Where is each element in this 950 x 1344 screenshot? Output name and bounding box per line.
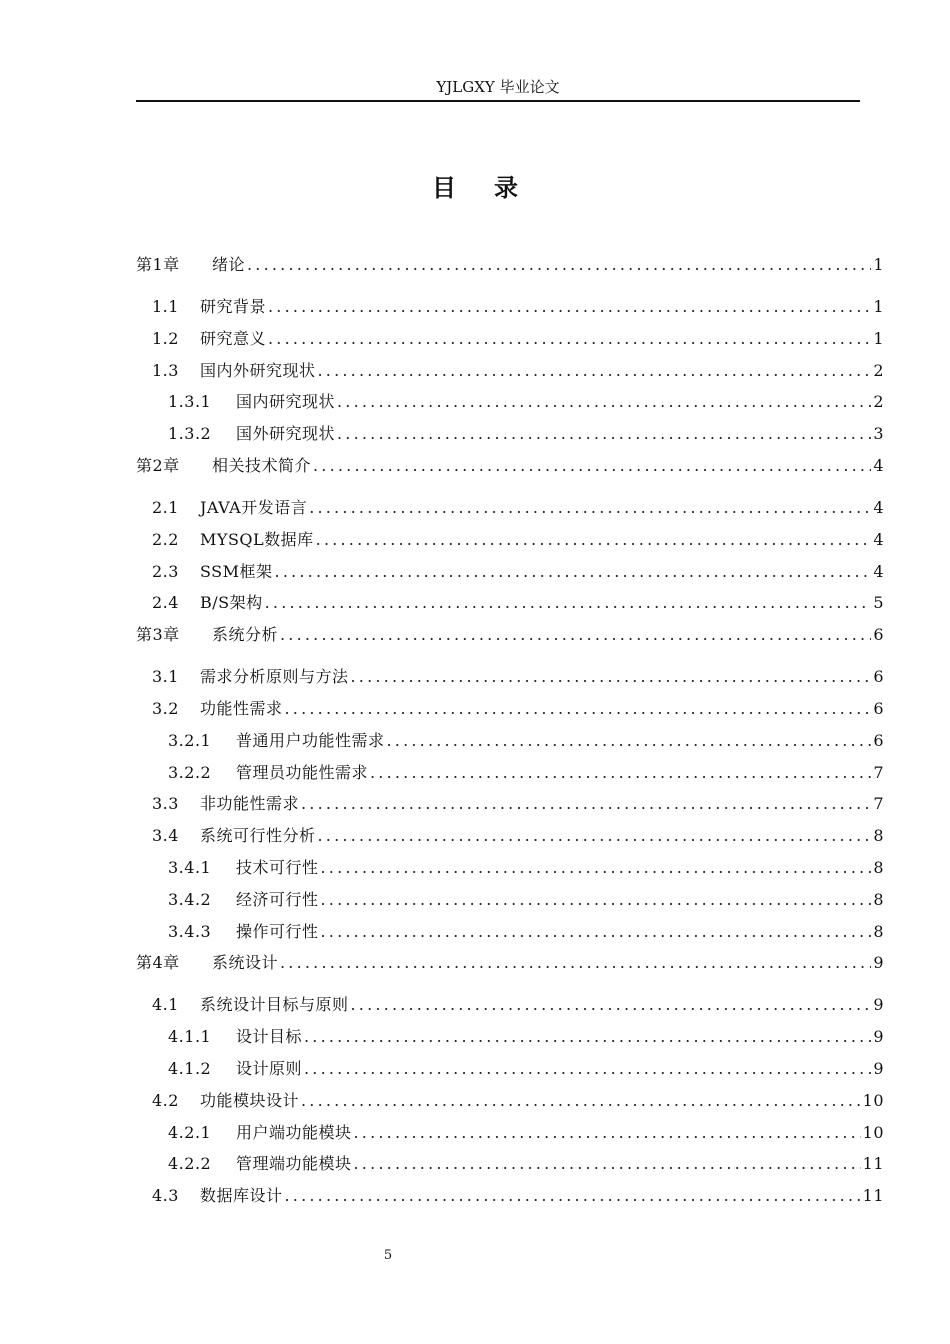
toc-entry-number: 3.4.2	[168, 889, 212, 909]
toc-dot-leader	[304, 1059, 871, 1078]
toc-entry-level2[interactable]	[136, 326, 884, 358]
toc-entry-title: 系统设计目标与原则	[200, 995, 349, 1015]
toc-entry-title: SSM框架	[200, 561, 273, 581]
toc-entry-page: 1	[873, 255, 884, 274]
toc-entry-number: 4.1.2	[168, 1058, 212, 1078]
toc-dot-leader	[280, 625, 871, 644]
toc-entry-title: 普通用户功能性需求	[236, 730, 385, 750]
toc-entry-level3[interactable]	[136, 855, 884, 887]
toc-dot-leader	[337, 424, 871, 443]
toc-dot-leader	[321, 858, 872, 877]
toc-entry-number: 2.1	[152, 497, 179, 517]
toc-dot-leader	[351, 667, 872, 686]
toc-entry-level2[interactable]	[136, 696, 884, 728]
toc-entry-page: 2	[873, 392, 884, 412]
toc-entry-page: 4	[873, 455, 884, 475]
running-header: YJLGXY 毕业论文	[436, 78, 560, 96]
toc-entry-page: 9	[873, 995, 884, 1015]
toc-dot-leader	[313, 456, 871, 475]
toc-entry-title: 系统分析	[212, 625, 279, 645]
toc-entry-level2[interactable]	[136, 358, 884, 390]
toc-dot-leader	[309, 498, 871, 517]
toc-entry-page: 2	[873, 360, 884, 380]
toc-entry-number: 2.4	[152, 593, 179, 613]
toc-entry-number: 4.1	[152, 995, 179, 1015]
toc-entry-title: 设计原则	[236, 1058, 303, 1078]
toc-entry-level2[interactable]	[136, 1088, 884, 1120]
toc-entry-title: 绪论	[212, 255, 246, 274]
toc-entry-level3[interactable]	[136, 760, 884, 792]
toc-entry-level3[interactable]	[136, 1120, 884, 1152]
toc-entry-number: 第4章	[136, 953, 180, 973]
toc-entry-title: 设计目标	[236, 1027, 303, 1047]
toc-entry-level2[interactable]	[136, 527, 884, 559]
toc-entry-number: 3.2.2	[168, 762, 212, 782]
toc-dot-leader	[351, 995, 872, 1014]
toc-entry-page: 4	[873, 497, 884, 517]
toc-entry-level2[interactable]	[136, 791, 884, 823]
toc-dot-leader	[285, 699, 872, 718]
toc-entry-page: 6	[873, 625, 884, 645]
toc-entry-level3[interactable]	[136, 919, 884, 951]
toc-dot-leader	[280, 953, 871, 972]
toc-dot-leader	[247, 255, 871, 274]
toc-dot-leader	[370, 763, 871, 782]
toc-entry-level2[interactable]	[136, 664, 884, 696]
toc-entry-title: 技术可行性	[236, 857, 319, 877]
toc-entry-title: 用户端功能模块	[236, 1122, 352, 1142]
toc-dot-leader	[285, 1186, 861, 1205]
toc-entry-level2[interactable]	[136, 992, 884, 1024]
toc-entry-number: 4.3	[152, 1186, 179, 1206]
toc-entry-number: 4.1.1	[168, 1027, 212, 1047]
toc-entry-page: 9	[873, 953, 884, 973]
toc-entry-title: MYSQL数据库	[200, 529, 314, 549]
toc-entry-number: 3.4.3	[168, 921, 212, 941]
toc-entry-page: 10	[862, 1122, 884, 1142]
toc-entry-title: 数据库设计	[200, 1186, 283, 1206]
toc-entry-title: 经济可行性	[236, 889, 319, 909]
toc-entry-page: 11	[862, 1154, 884, 1174]
toc-entry-page: 1	[873, 328, 884, 348]
toc-entry-number: 1.3.2	[168, 424, 212, 444]
toc-entry-number: 2.3	[152, 561, 179, 581]
toc-entry-title: 相关技术简介	[212, 455, 312, 475]
toc-entry-page: 4	[873, 529, 884, 549]
toc-entry-number: 1.3.1	[168, 392, 212, 412]
toc-entry-page: 9	[873, 1058, 884, 1078]
toc-entry-title: 功能模块设计	[200, 1090, 300, 1110]
toc-entry-level2[interactable]	[136, 495, 884, 527]
toc-entry-level3[interactable]	[136, 1056, 884, 1088]
toc-entry-level1[interactable]	[136, 622, 884, 664]
toc-entry-number: 2.2	[152, 529, 179, 549]
toc-entry-page: 7	[873, 762, 884, 782]
toc-entry-level2[interactable]	[136, 294, 884, 326]
toc-dot-leader	[354, 1154, 861, 1173]
toc-entry-number: 3.1	[152, 667, 179, 687]
toc-entry-number: 3.4.1	[168, 857, 212, 877]
toc-entry-number: 3.3	[152, 794, 179, 814]
toc-dot-leader	[304, 1027, 871, 1046]
toc-entry-title: 国外研究现状	[236, 424, 336, 444]
toc-entry-level3[interactable]	[136, 389, 884, 421]
toc-entry-number: 3.2.1	[168, 730, 212, 750]
toc-entry-page: 8	[873, 921, 884, 941]
toc-entry-page: 8	[873, 857, 884, 877]
page-number: 5	[383, 1248, 393, 1263]
toc-entry-number: 第1章	[136, 255, 180, 274]
toc-entry-level2[interactable]	[136, 559, 884, 591]
toc-entry-title: B/S架构	[200, 593, 263, 613]
toc-dot-leader	[387, 731, 872, 750]
toc-entry-page: 9	[873, 1027, 884, 1047]
toc-entry-level3[interactable]	[136, 887, 884, 919]
toc-entry-page: 1	[873, 297, 884, 316]
toc-dot-leader	[316, 530, 872, 549]
toc-entry-title: 研究意义	[200, 328, 267, 348]
toc-entry-number: 1.3	[152, 360, 179, 380]
toc-entry-level2[interactable]	[136, 823, 884, 855]
toc-entry-number: 4.2.1	[168, 1122, 212, 1142]
toc-entry-title: 国内外研究现状	[200, 360, 316, 380]
toc-dot-leader	[318, 826, 872, 845]
toc-entry-number: 第3章	[136, 625, 180, 645]
toc-entry-level2[interactable]	[136, 590, 884, 622]
toc-entry-title: 需求分析原则与方法	[200, 667, 349, 687]
toc-dot-leader	[318, 361, 872, 380]
toc-dot-leader	[268, 297, 871, 316]
toc-dot-leader	[321, 922, 872, 941]
toc-entry-level3[interactable]	[136, 1024, 884, 1056]
toc-entry-number: 3.2	[152, 698, 179, 718]
toc-entry-number: 第2章	[136, 455, 180, 475]
toc-entry-title: 国内研究现状	[236, 392, 336, 412]
toc-dot-leader	[268, 329, 871, 348]
toc-entry-level3[interactable]	[136, 421, 884, 453]
toc-entry-title: 功能性需求	[200, 698, 283, 718]
toc-entry-title: 研究背景	[200, 297, 267, 316]
toc-entry-level2[interactable]	[136, 1183, 884, 1215]
toc-entry-page: 6	[873, 730, 884, 750]
toc-dot-leader	[354, 1123, 861, 1142]
toc-entry-number: 3.4	[152, 826, 179, 846]
toc-dot-leader	[321, 890, 872, 909]
toc-entry-page: 6	[873, 667, 884, 687]
table-of-contents	[136, 252, 884, 1215]
toc-dot-leader	[301, 794, 871, 813]
toc-entry-page: 10	[862, 1090, 884, 1110]
toc-entry-page: 7	[873, 794, 884, 814]
toc-entry-page: 8	[873, 889, 884, 909]
toc-title: 目录	[432, 174, 556, 202]
toc-entry-page: 6	[873, 698, 884, 718]
toc-entry-title: JAVA开发语言	[200, 497, 308, 517]
toc-entry-title: 操作可行性	[236, 921, 319, 941]
toc-dot-leader	[301, 1091, 861, 1110]
toc-entry-title: 管理员功能性需求	[236, 762, 369, 782]
toc-entry-page: 5	[873, 593, 884, 613]
toc-entry-number: 1.2	[152, 328, 179, 348]
toc-dot-leader	[337, 392, 871, 411]
toc-entry-number: 4.2.2	[168, 1154, 212, 1174]
header-rule	[136, 100, 860, 102]
toc-entry-level1[interactable]	[136, 453, 884, 495]
toc-entry-page: 8	[873, 826, 884, 846]
toc-entry-level1[interactable]	[136, 950, 884, 992]
toc-entry-number: 1.1	[152, 297, 179, 316]
toc-entry-title: 系统可行性分析	[200, 826, 316, 846]
toc-dot-leader	[265, 593, 872, 612]
toc-entry-number: 4.2	[152, 1090, 179, 1110]
toc-entry-page: 3	[873, 424, 884, 444]
toc-entry-page: 4	[873, 561, 884, 581]
toc-entry-level3[interactable]	[136, 728, 884, 760]
toc-entry-page: 11	[862, 1186, 884, 1206]
toc-entry-level3[interactable]	[136, 1151, 884, 1183]
toc-entry-title: 非功能性需求	[200, 794, 300, 814]
toc-entry-level1[interactable]	[136, 252, 884, 294]
toc-entry-title: 管理端功能模块	[236, 1154, 352, 1174]
toc-entry-title: 系统设计	[212, 953, 279, 973]
toc-dot-leader	[275, 562, 872, 581]
